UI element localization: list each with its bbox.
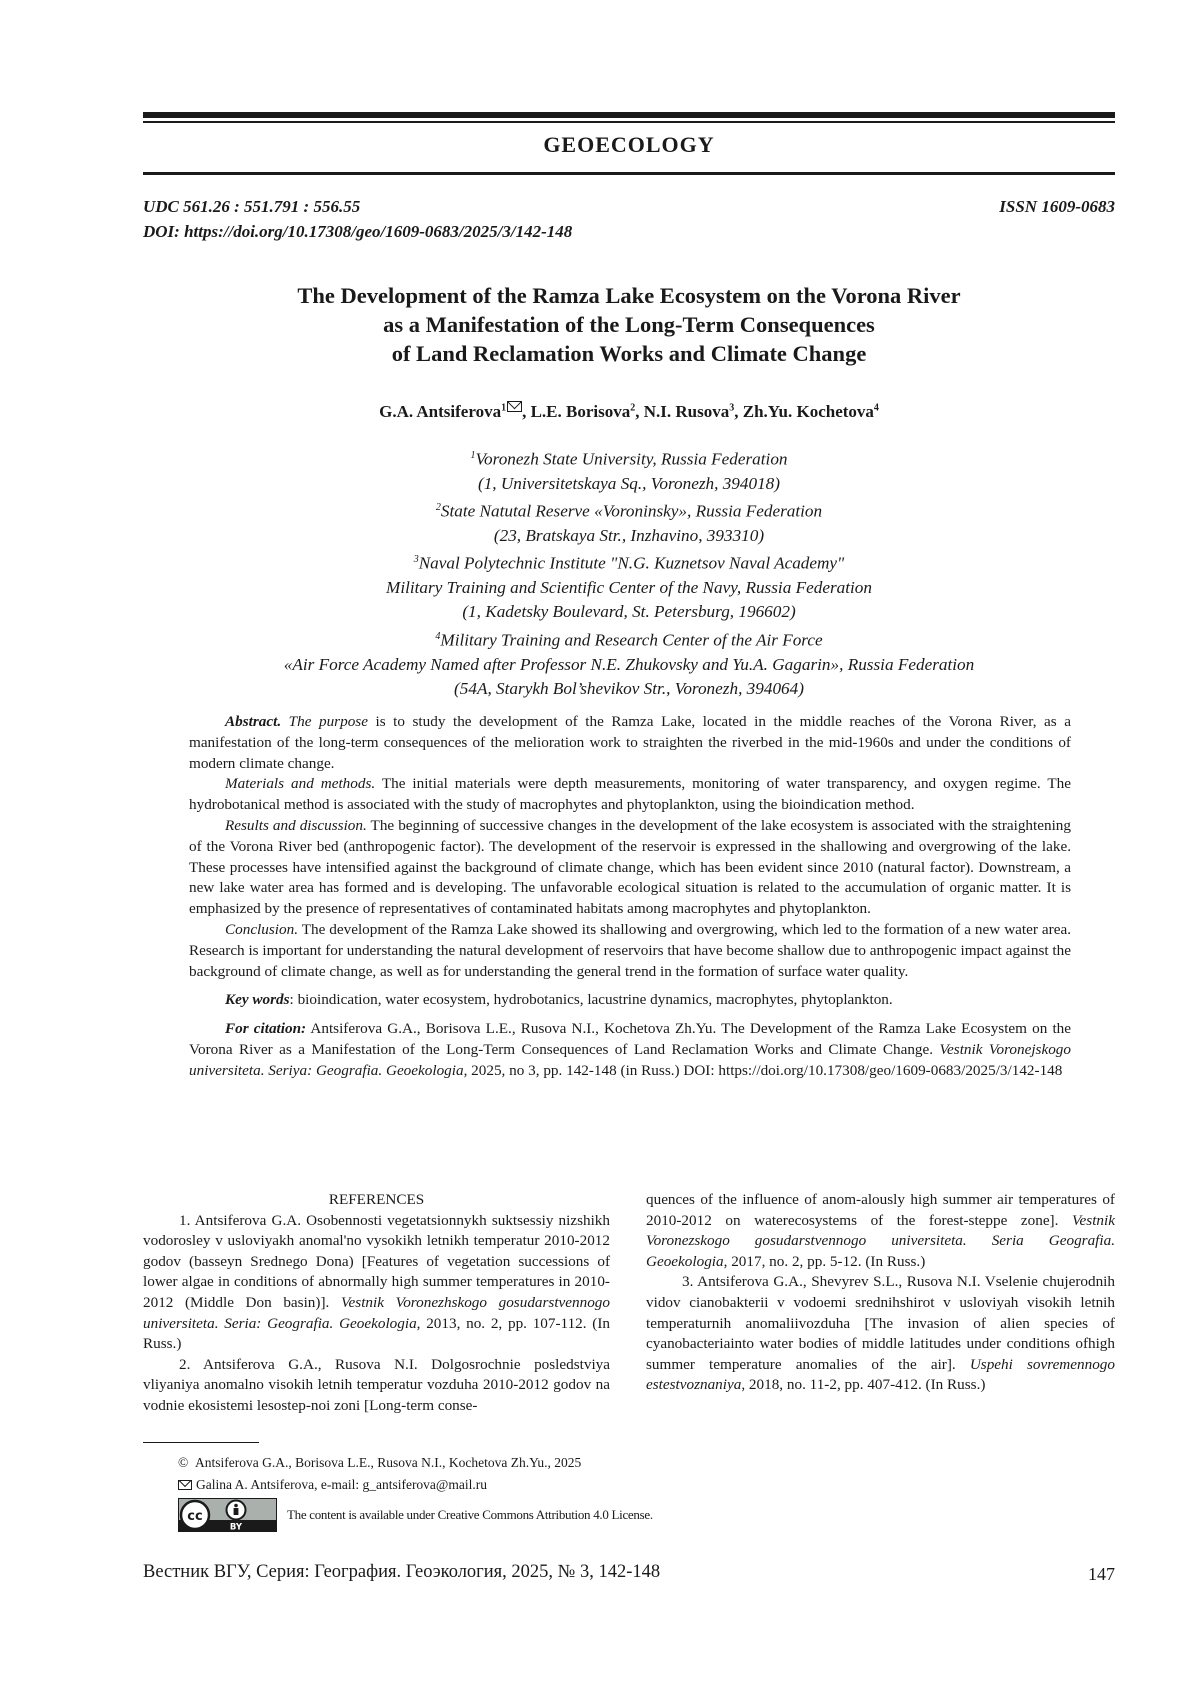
reference-2-continued <box>646 1190 1115 1272</box>
reference-tail: , 2013, no. 2, pp. 107-112. (In Russ.) <box>143 1315 610 1353</box>
affiliation-line: (54A, Starykh Bol’shevikov Str., Voronezh, 394064) <box>143 677 1115 701</box>
reference-journal: Vestnik Voronezhskogo gosudarstvennogo universiteta. Seria: Geografia. Geoekologia <box>143 1294 610 1332</box>
affiliation-marker: 4 <box>435 631 440 642</box>
affiliation-marker: 1 <box>470 450 475 461</box>
citation <box>189 1019 1071 1081</box>
affiliation-line <box>143 548 1115 576</box>
contact-text[interactable]: Galina A. Antsiferova, e-mail: g_antsiferova@mail.ru <box>196 1477 487 1492</box>
author-2: , L.E. Borisova <box>522 402 630 421</box>
author-4: , Zh.Yu. Kochetova <box>734 402 874 421</box>
reference-3 <box>646 1272 1115 1396</box>
affiliation-line <box>143 496 1115 524</box>
keywords-text: : bioindication, water ecosystem, hydrobotanics, lacustrine dynamics, macrophytes, phytoplankton. <box>290 991 893 1008</box>
cc-icon-letters: cc <box>187 1509 202 1524</box>
copyright-text: Antsiferova G.A., Borisova L.E., Rusova N.I., Kochetova Zh.Yu., 2025 <box>195 1455 581 1470</box>
abstract-purpose <box>189 712 1071 774</box>
envelope-icon <box>178 1480 192 1490</box>
affiliation-line: (1, Universitetskaya Sq., Voronezh, 394018) <box>143 472 1115 496</box>
title-line-3: of Land Reclamation Works and Climate Change <box>143 339 1115 368</box>
doi-link[interactable]: DOI: https://doi.org/10.17308/geo/1609-0683/2025/3/142-148 <box>143 222 572 242</box>
affiliation-marker: 3 <box>414 554 419 565</box>
cc-by-badge[interactable] <box>178 1498 277 1532</box>
conclusion-label: Conclusion. <box>225 921 298 938</box>
affiliation-text: Naval Polytechnic Institute "N.G. Kuznetsov Naval Academy" <box>419 554 845 573</box>
methods-text: The initial materials were depth measurements, monitoring of water transparency, and oxygen regime. The hydrobotanical method is associated with the study of macrophytes and phytoplankton, using the bioindication method. <box>189 775 1071 813</box>
conclusion-text: The development of the Ramza Lake showed its shallowing and overgrowing, which led to the formation of a new water area. Research is important for understanding the natural development of reservoirs that have become shallow due to anthropogenic impact against the background of climate change, as well as for understanding the general trend in the formation of surface water quality. <box>189 921 1071 980</box>
title-line-2: as a Manifestation of the Long-Term Consequences <box>143 310 1115 339</box>
methods-label: Materials and methods. <box>225 775 375 792</box>
footnote-rule <box>143 1442 259 1443</box>
keywords-label: Key words <box>225 991 290 1008</box>
reference-text: 1. Antsiferova G.A. Osobennosti vegetatsionnykh suktsessiy nizshikh vodorosley v usloviyakh anomal'no vysokikh letnikh temperatur 2010-2012 godov (basseyn Srednego Dona) [Features of vegetation successions of lower algae in conditions of abnormally high summer temperatures in 2010-2012 (Middle Don basin)]. <box>143 1212 610 1311</box>
author-4-affil: 4 <box>874 402 879 413</box>
affiliation-line: Military Training and Scientific Center of the Navy, Russia Federation <box>143 576 1115 600</box>
keywords <box>189 990 1071 1011</box>
affiliation-line <box>143 444 1115 472</box>
purpose-text: is to study the development of the Ramza Lake, located in the middle reaches of the Vorona River, as a manifestation of the long-term consequences of the melioration work to straighten the riverbed in the mid-1960s and under the conditions of modern climate change. <box>189 713 1071 772</box>
reference-2: 2. Antsiferova G.A., Rusova N.I. Dolgosrochnie posledstviya vliyaniya anomalno visokih letnih temperatur vozduha 2010-2012 godov na vodnie ekosistemi lesostep-noi zoni [Long-term conse- <box>143 1355 610 1417</box>
citation-tail[interactable]: , 2025, no 3, pp. 142-148 (in Russ.) DOI: https://doi.org/10.17308/geo/1609-0683/2025/3/142-148 <box>464 1062 1063 1079</box>
results-text: The beginning of successive changes in the development of the lake ecosystem is associated with the straightening of the Vorona River bed (anthropogenic factor). The development of the reservoir is expressed in the shallowing and overgrowing of the lake. These processes have intensified against the background of climate change, which has been evident since 2010 (natural factor). Downstream, a new lake water area has formed and is developing. The unfavorable ecological situation is related to the accumulation of organic matter. It is emphasized by the presence of representatives of contaminated habitats among macrophytes and phytoplankton. <box>189 817 1071 917</box>
author-1-affil: 1 <box>501 402 506 413</box>
author-1: G.A. Antsiferova <box>379 402 501 421</box>
author-2-affil: 2 <box>630 402 635 413</box>
citation-text: Antsiferova G.A., Borisova L.E., Rusova N.I., Kochetova Zh.Yu. The Development of the Ramza Lake Ecosystem on the Vorona River as a Manifestation of the Long-Term Consequences of Land Reclamation Works and Climate Change. <box>189 1020 1071 1058</box>
author-3-affil: 3 <box>729 402 734 413</box>
header-rule-thick <box>143 112 1115 118</box>
attribution-icon-body <box>234 1508 239 1515</box>
section-rule <box>143 172 1115 175</box>
affiliation-line <box>143 625 1115 653</box>
citation-journal: Vestnik Voronejskogo universiteta. Seriya: Geografia. Geoekologia <box>189 1041 1071 1079</box>
copyright-icon: © <box>178 1455 188 1470</box>
header-rule-thin <box>143 121 1115 123</box>
journal-footer: Вестник ВГУ, Серия: География. Геоэкология, 2025, № 3, 142-148 <box>143 1562 660 1583</box>
udc-code: UDC 561.26 : 551.791 : 556.55 <box>143 197 360 217</box>
abstract-results <box>189 816 1071 920</box>
abstract-label: Abstract. <box>225 713 281 730</box>
citation-label: For citation: <box>225 1020 306 1037</box>
author-3: , N.I. Rusova <box>635 402 729 421</box>
abstract <box>189 712 1071 1082</box>
references-column-right <box>646 1190 1115 1396</box>
envelope-icon <box>507 401 522 412</box>
paper-page <box>0 0 1200 1698</box>
reference-tail: , 2018, no. 11-2, pp. 407-412. (In Russ.) <box>741 1376 985 1393</box>
abstract-methods <box>189 774 1071 816</box>
reference-text: 3. Antsiferova G.A., Shevyrev S.L., Rusova N.I. Vselenie chujerodnih vidov cianobakterii v vodoemi srednihshirot v usloviyah visokih letnih temperaturnih anomaliivozduha [The invasion of alien species of cyanobacteriainto water bodies of middle latitudes under conditions ofhigh summer temperature anomalies of the air]. <box>646 1273 1115 1372</box>
issn-code: ISSN 1609-0683 <box>999 197 1115 217</box>
references-column-left <box>143 1190 610 1417</box>
author-list <box>143 401 1115 422</box>
reference-text: quences of the influence of anom-alously high summer air temperatures of 2010-2012 on waterecosystems of the forest-steppe zone]. <box>646 1191 1115 1229</box>
article-title <box>143 281 1115 368</box>
affiliation-line: «Air Force Academy Named after Professor N.E. Zhukovsky and Yu.A. Gagarin», Russia Federation <box>143 653 1115 677</box>
title-line-1: The Development of the Ramza Lake Ecosystem on the Vorona River <box>143 281 1115 310</box>
reference-1 <box>143 1211 610 1355</box>
affiliation-marker: 2 <box>436 502 441 513</box>
section-title: GEOECOLOGY <box>143 132 1115 158</box>
contact-note <box>178 1476 487 1494</box>
affiliation-line: (23, Bratskaya Str., Inzhavino, 393310) <box>143 524 1115 548</box>
results-label: Results and discussion. <box>225 817 367 834</box>
references-heading: REFERENCES <box>143 1190 610 1211</box>
affiliation-line: (1, Kadetsky Boulevard, St. Petersburg, 196602) <box>143 600 1115 624</box>
reference-journal: Vestnik Voronezskogo gosudarstvennogo universiteta. Seria Geografia. Geoekologia <box>646 1212 1115 1270</box>
affiliation-text: State Natutal Reserve «Voroninsky», Russia Federation <box>441 502 822 521</box>
reference-tail: , 2017, no. 2, pp. 5-12. (In Russ.) <box>724 1253 926 1270</box>
affiliations <box>143 444 1115 701</box>
affiliation-text: Military Training and Research Center of the Air Force <box>440 630 822 649</box>
license-text: The content is available under Creative Commons Attribution 4.0 License. <box>287 1507 653 1523</box>
affiliation-text: Voronezh State University, Russia Federation <box>475 450 787 469</box>
copyright-note <box>178 1454 581 1472</box>
cc-by-label: BY <box>230 1523 243 1533</box>
attribution-icon-head <box>234 1504 238 1508</box>
reference-journal: Uspehi sovremennogo estestvoznaniya <box>646 1356 1115 1394</box>
page-number: 147 <box>1088 1564 1115 1585</box>
purpose-label: The purpose <box>289 713 368 730</box>
abstract-conclusion <box>189 920 1071 982</box>
